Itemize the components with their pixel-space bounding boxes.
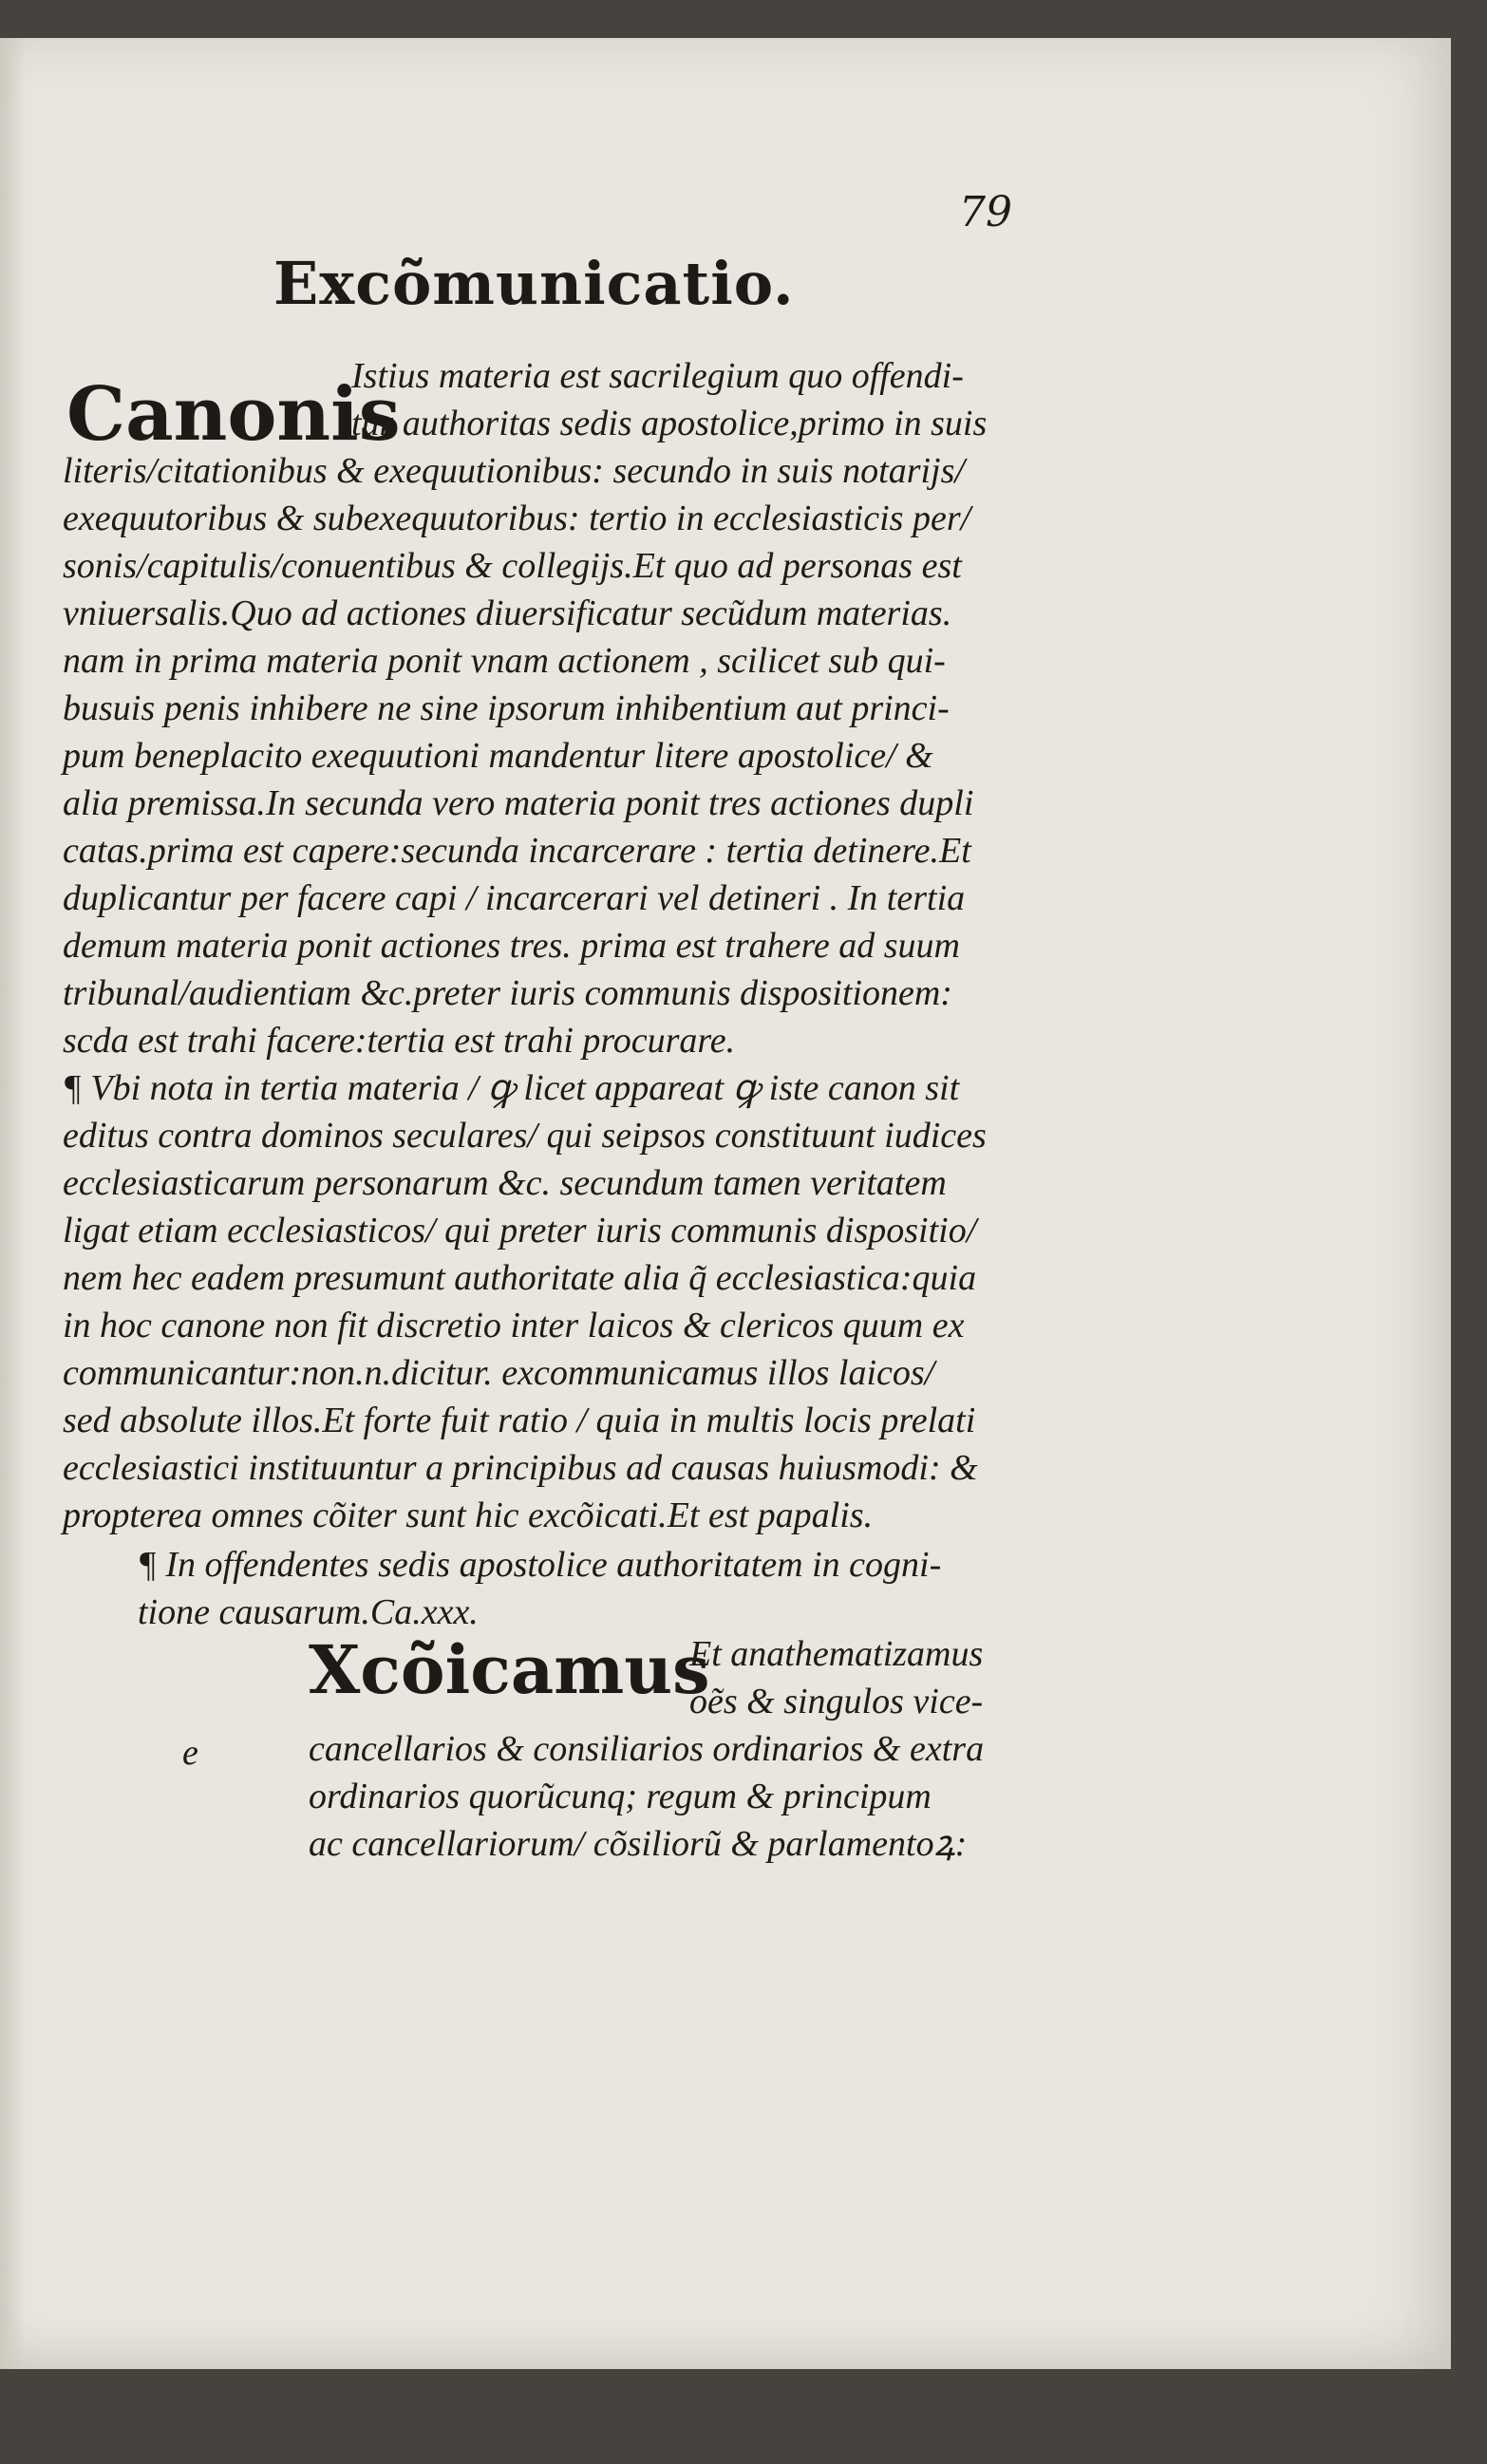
text-line: Et anathematizamus [689,1634,984,1674]
text-line: ¶ Vbi nota in tertia materia / ꝙ licet appareat ꝙ iste canon sit [63,1068,960,1108]
section-initial-xcoicamus: Xcõicamus [309,1630,710,1709]
text-line: in hoc canone non fit discretio inter laicos & clericos quum ex [63,1306,965,1345]
text-line: alia premissa.In secunda vero materia ponit tres actiones dupli [63,783,974,823]
text-line: exequutoribus & subexequutoribus: tertio in ecclesiasticis per/ [63,498,971,538]
text-line: literis/citationibus & exequutionibus: secundo in suis notarijs/ [63,451,965,491]
text-line: pum beneplacito exequutioni mandentur litere apostolice/ & [63,736,933,776]
text-line: sed absolute illos.Et forte fuit ratio / quia in multis locis prelati [63,1401,976,1440]
scan-background [0,2369,1487,2464]
page-gutter-shadow [0,38,25,2369]
text-line: vniuersalis.Quo ad actiones diuersificatur secũdum materias. [63,593,952,633]
section-initial-canonis: Canonis [66,371,401,458]
text-line: editus contra dominos seculares/ qui seipsos constituunt iudices [63,1116,987,1156]
text-line: ordinarios quorũcunq; regum & principum [309,1777,932,1816]
text-line: scda est trahi facere:tertia est trahi procurare. [63,1021,736,1061]
text-line: ac cancellariorum/ cõsiliorũ & parlamentoꝝ: [309,1824,968,1864]
text-line: Istius materia est sacrilegium quo offendi- [351,356,964,396]
text-line: ecclesiastici instituuntur a principibus ad causas huiusmodi: & [63,1448,978,1488]
text-line: ecclesiasticarum personarum &c. secundum tamen veritatem [63,1163,947,1203]
margin-note: e [182,1733,198,1773]
text-line: tione causarum.Ca.xxx. [138,1592,479,1632]
text-line: busuis penis inhibere ne sine ipsorum inhibentium aut princi- [63,688,950,728]
text-line: cancellarios & consiliarios ordinarios & extra [309,1729,985,1769]
text-line: propterea omnes cõiter sunt hic excõicati.Et est papalis. [63,1495,874,1535]
text-line: oẽs & singulos vice- [689,1682,984,1721]
text-line: ligat etiam ecclesiasticos/ qui preter iuris communis dispositio/ [63,1211,977,1251]
text-line: demum materia ponit actiones tres. prima est trahere ad suum [63,926,960,966]
text-line: tur authoritas sedis apostolice,primo in suis [351,404,988,443]
text-line: nam in prima materia ponit vnam actionem , scilicet sub qui- [63,641,946,681]
text-line: catas.prima est capere:secunda incarcerare : tertia detinere.Et [63,831,971,871]
text-line: ¶ In offendentes sedis apostolice authoritatem in cogni- [138,1545,942,1585]
text-line: tribunal/audientiam &c.preter iuris communis dispositionem: [63,973,952,1013]
text-line: communicantur:non.n.dicitur. excommunicamus illos laicos/ [63,1353,935,1393]
page-heading: Excõmunicatio. [273,249,795,318]
text-line: sonis/capitulis/conuentibus & collegijs.Et quo ad personas est [63,546,962,586]
text-line: duplicantur per facere capi / incarcerari vel detineri . In tertia [63,878,966,918]
text-line: nem hec eadem presumunt authoritate alia q̃ ecclesiastica:quia [63,1258,977,1298]
page-number: 79 [959,188,1012,236]
